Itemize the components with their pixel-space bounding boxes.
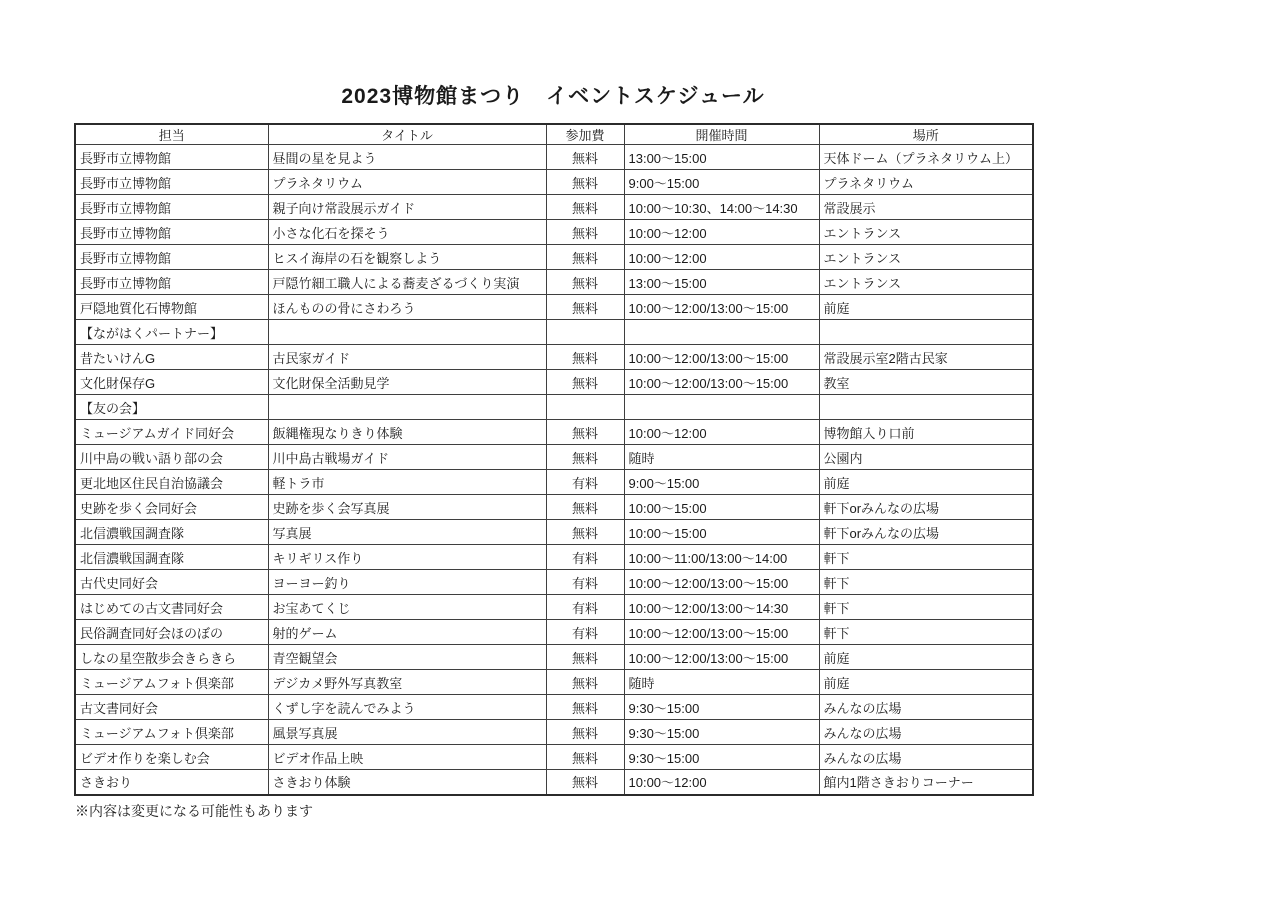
table-cell: 無料 [546, 370, 624, 395]
table-row [75, 645, 1033, 670]
page-title: 2023博物館まつり イベントスケジュール [341, 85, 765, 108]
table-cell: 無料 [546, 295, 624, 320]
table-cell: 無料 [546, 195, 624, 220]
table-cell: 親子向け常設展示ガイド [268, 195, 546, 220]
table-cell: 古文書同好会 [75, 695, 268, 720]
table-cell: 前庭 [819, 295, 1033, 320]
table-cell: 10:00～12:00/13:00～15:00 [624, 620, 819, 645]
table-cell: 教室 [819, 370, 1033, 395]
table-cell: 9:30～15:00 [624, 695, 819, 720]
table-cell: エントランス [819, 270, 1033, 295]
table-cell: 長野市立博物館 [75, 195, 268, 220]
table-cell: ミュージアムフォト倶楽部 [75, 670, 268, 695]
table-cell: 常設展示室2階古民家 [819, 345, 1033, 370]
table-cell: 9:00～15:00 [624, 470, 819, 495]
table-cell: くずし字を読んでみよう [268, 695, 546, 720]
table-cell: 無料 [546, 720, 624, 745]
table-cell: さきおり体験 [268, 770, 546, 795]
table-cell: 有料 [546, 470, 624, 495]
table-cell: はじめての古文書同好会 [75, 595, 268, 620]
table-cell: 飯縄権現なりきり体験 [268, 420, 546, 445]
table-cell: 戸隠地質化石博物館 [75, 295, 268, 320]
table-cell: 無料 [546, 270, 624, 295]
table-cell: デジカメ野外写真教室 [268, 670, 546, 695]
table-header [75, 124, 1033, 145]
table-row [75, 395, 1033, 420]
table-cell: 10:00～12:00 [624, 220, 819, 245]
table-cell: 9:30～15:00 [624, 745, 819, 770]
table-cell: 無料 [546, 345, 624, 370]
table-cell: 昔たいけんG [75, 345, 268, 370]
table-cell: 無料 [546, 770, 624, 795]
table-cell: 9:00～15:00 [624, 170, 819, 195]
table-cell: 10:00～12:00/13:00～15:00 [624, 295, 819, 320]
table-cell: 風景写真展 [268, 720, 546, 745]
table-cell [819, 320, 1033, 345]
table-cell: 文化財保存G [75, 370, 268, 395]
table-cell [624, 395, 819, 420]
table-cell: 軒下 [819, 570, 1033, 595]
table-row [75, 445, 1033, 470]
table-cell: 10:00～11:00/13:00～14:00 [624, 545, 819, 570]
header-cell: 場所 [819, 124, 1033, 145]
table-cell: 写真展 [268, 520, 546, 545]
table-cell: 無料 [546, 495, 624, 520]
table-cell: プラネタリウム [819, 170, 1033, 195]
table-cell: 民俗調査同好会ほのぼの [75, 620, 268, 645]
table-cell: キリギリス作り [268, 545, 546, 570]
table-cell: 10:00～12:00/13:00～14:30 [624, 595, 819, 620]
table-cell: 9:30～15:00 [624, 720, 819, 745]
table-cell: 10:00～15:00 [624, 495, 819, 520]
table-cell: プラネタリウム [268, 170, 546, 195]
table-cell: ビデオ作品上映 [268, 745, 546, 770]
table-cell: 無料 [546, 745, 624, 770]
table-cell: 川中島の戦い語り部の会 [75, 445, 268, 470]
table-cell: 館内1階さきおりコーナー [819, 770, 1033, 795]
table-cell: 北信濃戦国調査隊 [75, 545, 268, 570]
table-row [75, 170, 1033, 195]
table-cell: 10:00～12:00/13:00～15:00 [624, 570, 819, 595]
table-cell: 北信濃戦国調査隊 [75, 520, 268, 545]
event-schedule-table [74, 123, 1034, 796]
table-cell: みんなの広場 [819, 695, 1033, 720]
table-row [75, 245, 1033, 270]
table-cell: しなの星空散歩会きらきら [75, 645, 268, 670]
table-cell: 軒下 [819, 545, 1033, 570]
table-row [75, 520, 1033, 545]
table-cell: 10:00～12:00 [624, 770, 819, 795]
table-row [75, 195, 1033, 220]
table-cell: 史跡を歩く会同好会 [75, 495, 268, 520]
table-cell: 前庭 [819, 470, 1033, 495]
table-row [75, 745, 1033, 770]
table-row [75, 670, 1033, 695]
table-cell: 10:00～15:00 [624, 520, 819, 545]
table-cell: 有料 [546, 545, 624, 570]
table-cell: 無料 [546, 670, 624, 695]
table-row [75, 320, 1033, 345]
table-cell: 文化財保全活動見学 [268, 370, 546, 395]
table-cell: 10:00～12:00 [624, 420, 819, 445]
table-cell: ミュージアムフォト倶楽部 [75, 720, 268, 745]
table-cell: 博物館入り口前 [819, 420, 1033, 445]
table-cell: 無料 [546, 420, 624, 445]
table-cell: 長野市立博物館 [75, 220, 268, 245]
table-cell: ヨーヨー釣り [268, 570, 546, 595]
table-cell: 無料 [546, 145, 624, 170]
header-cell: タイトル [268, 124, 546, 145]
table-row [75, 220, 1033, 245]
table-cell: 【ながはくパートナー】 [75, 320, 268, 345]
table-cell: 軒下 [819, 620, 1033, 645]
table-row [75, 420, 1033, 445]
table-cell: 長野市立博物館 [75, 270, 268, 295]
table-cell: エントランス [819, 245, 1033, 270]
table-row [75, 595, 1033, 620]
table-cell: 随時 [624, 670, 819, 695]
table-row [75, 545, 1033, 570]
footnote: ※内容は変更になる可能性もあります [75, 803, 313, 819]
table-cell: 前庭 [819, 645, 1033, 670]
table-row [75, 470, 1033, 495]
table-cell: 10:00～12:00/13:00～15:00 [624, 370, 819, 395]
table-cell: 軽トラ市 [268, 470, 546, 495]
table-cell: ビデオ作りを楽しむ会 [75, 745, 268, 770]
header-row [75, 124, 1033, 145]
table-row [75, 345, 1033, 370]
table-cell [546, 395, 624, 420]
table-cell: 常設展示 [819, 195, 1033, 220]
table-body [75, 145, 1033, 795]
table-cell: さきおり [75, 770, 268, 795]
table-cell: 軒下 [819, 595, 1033, 620]
table-cell: 更北地区住民自治協議会 [75, 470, 268, 495]
table-cell: 小さな化石を探そう [268, 220, 546, 245]
table-cell: エントランス [819, 220, 1033, 245]
header-cell: 参加費 [546, 124, 624, 145]
table-cell: 長野市立博物館 [75, 245, 268, 270]
table-cell [268, 395, 546, 420]
table-cell: 昼間の星を見よう [268, 145, 546, 170]
table-cell: 無料 [546, 245, 624, 270]
table-cell: 青空観望会 [268, 645, 546, 670]
table-cell: 長野市立博物館 [75, 170, 268, 195]
table-cell: 無料 [546, 445, 624, 470]
table-row [75, 295, 1033, 320]
table-cell: ほんものの骨にさわろう [268, 295, 546, 320]
table-row [75, 695, 1033, 720]
table-row [75, 145, 1033, 170]
table-row [75, 270, 1033, 295]
table-cell: 10:00～12:00 [624, 245, 819, 270]
table-cell: 有料 [546, 570, 624, 595]
table-cell: 無料 [546, 520, 624, 545]
table-cell: 13:00～15:00 [624, 145, 819, 170]
table-cell: 長野市立博物館 [75, 145, 268, 170]
table-cell: 無料 [546, 220, 624, 245]
table-cell: 無料 [546, 170, 624, 195]
table-row [75, 620, 1033, 645]
table-cell: 無料 [546, 645, 624, 670]
table-cell [268, 320, 546, 345]
table-row [75, 370, 1033, 395]
table-cell: お宝あてくじ [268, 595, 546, 620]
table-cell: みんなの広場 [819, 720, 1033, 745]
table-cell: 公園内 [819, 445, 1033, 470]
table-cell: 軒下orみんなの広場 [819, 520, 1033, 545]
table-cell: 【友の会】 [75, 395, 268, 420]
table-cell: 有料 [546, 595, 624, 620]
table-cell: 無料 [546, 695, 624, 720]
table-cell [819, 395, 1033, 420]
table-cell: 川中島古戦場ガイド [268, 445, 546, 470]
table-cell [624, 320, 819, 345]
table-cell: ミュージアムガイド同好会 [75, 420, 268, 445]
table-cell: 史跡を歩く会写真展 [268, 495, 546, 520]
table-row [75, 770, 1033, 795]
table-cell: 戸隠竹細工職人による蕎麦ざるづくり実演 [268, 270, 546, 295]
table-cell: 10:00～12:00/13:00～15:00 [624, 645, 819, 670]
table-cell: 軒下orみんなの広場 [819, 495, 1033, 520]
header-cell: 担当 [75, 124, 268, 145]
table-cell [546, 320, 624, 345]
table-cell: 古代史同好会 [75, 570, 268, 595]
table-cell: 射的ゲーム [268, 620, 546, 645]
table-cell: 古民家ガイド [268, 345, 546, 370]
table-cell: 10:00～12:00/13:00～15:00 [624, 345, 819, 370]
header-cell: 開催時間 [624, 124, 819, 145]
table-cell: みんなの広場 [819, 745, 1033, 770]
table-row [75, 495, 1033, 520]
table-cell: 10:00～10:30、14:00～14:30 [624, 195, 819, 220]
table-cell: 随時 [624, 445, 819, 470]
table-cell: 有料 [546, 620, 624, 645]
table-cell: ヒスイ海岸の石を観察しよう [268, 245, 546, 270]
table-row [75, 720, 1033, 745]
table-cell: 13:00～15:00 [624, 270, 819, 295]
table-cell: 天体ドーム（プラネタリウム上） [819, 145, 1033, 170]
table-cell: 前庭 [819, 670, 1033, 695]
table-row [75, 570, 1033, 595]
